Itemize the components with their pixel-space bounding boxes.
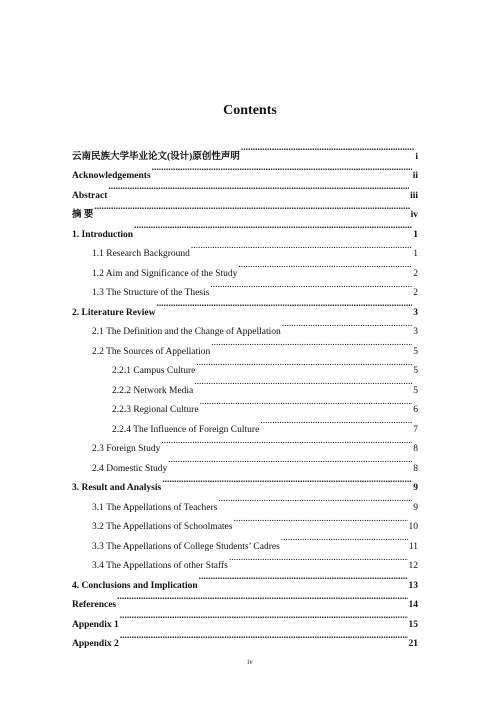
toc-entry-page-number: ii <box>412 171 418 181</box>
toc-entry-label: 1. Introduction <box>72 229 134 240</box>
toc-entry-label: 1.3 The Structure of the Thesis <box>92 288 210 298</box>
toc-entry-label: Appendix 1 <box>72 619 119 630</box>
dot-leader <box>194 373 412 393</box>
page-title: Contents <box>223 103 277 118</box>
toc-entry-label: 1.2 Aim and Significance of the Study <box>92 268 238 279</box>
dot-leader <box>161 432 412 452</box>
dot-leader <box>281 529 408 549</box>
toc-entry-label: 摘 要 <box>72 210 94 220</box>
dot-leader <box>238 256 412 276</box>
dot-leader <box>168 451 412 471</box>
toc-entry-label: 云南民族大学毕业论文(设计)原创性声明 <box>72 151 240 162</box>
toc-entry-label: Appendix 2 <box>72 639 119 649</box>
dot-leader <box>108 178 409 198</box>
toc-entry-label: 2.2.3 Regional Culture <box>112 405 199 415</box>
page-number: iv <box>247 658 253 666</box>
table-of-contents <box>72 139 418 649</box>
toc-entry-label: 2.2.4 The Influence of Foreign Culture <box>112 424 260 435</box>
toc-entry-label: 3.1 The Appellations of Teachers <box>92 502 218 513</box>
toc-entry-label: References <box>72 600 117 610</box>
dot-leader <box>218 490 412 510</box>
toc-entry-page-number: 8 <box>413 463 418 474</box>
dot-leader <box>134 217 412 237</box>
dot-leader <box>120 607 408 627</box>
dot-leader <box>260 412 412 432</box>
dot-leader <box>199 568 408 588</box>
dot-leader <box>152 159 412 179</box>
toc-entry-label: 2.4 Domestic Study <box>92 463 168 474</box>
toc-entry-label: 2.2 The Sources of Appellation <box>92 346 211 357</box>
toc-entry[interactable] <box>72 588 418 608</box>
toc-entry-page-number: 8 <box>413 444 418 454</box>
toc-entry-page-number: iv <box>410 210 418 220</box>
toc-entry-page-number: 2 <box>413 268 418 279</box>
toc-entry[interactable] <box>72 139 418 162</box>
dot-leader <box>162 471 412 491</box>
toc-entry-page-number: 21 <box>408 639 418 649</box>
toc-entry-label: 3.2 The Appellations of Schoolmates <box>92 522 233 532</box>
toc-entry-label: 2.2.1 Campus Culture <box>112 366 196 376</box>
toc-entry-label: 3.4 The Appellations of other Staffs <box>92 561 228 571</box>
toc-entry[interactable] <box>72 607 418 630</box>
dot-leader <box>229 549 408 569</box>
toc-entry-page-number: 5 <box>413 385 418 396</box>
toc-entry-page-number: i <box>415 151 418 162</box>
dot-leader <box>156 295 412 315</box>
dot-leader <box>233 510 407 530</box>
dot-leader <box>241 139 415 159</box>
dot-leader <box>211 334 412 354</box>
toc-entry[interactable] <box>72 198 418 218</box>
toc-entry-page-number: 9 <box>413 483 418 493</box>
toc-entry-page-number: 15 <box>408 619 418 630</box>
toc-entry-page-number: 1 <box>413 249 418 259</box>
toc-entry-page-number: 1 <box>413 229 418 240</box>
toc-entry-page-number: 3 <box>413 307 418 318</box>
toc-entry-label: 1.1 Research Background <box>92 249 190 259</box>
dot-leader <box>210 276 412 296</box>
toc-entry-page-number: 3 <box>413 327 418 337</box>
toc-entry-page-number: 6 <box>413 405 418 415</box>
dot-leader <box>196 354 412 374</box>
toc-entry-label: 4. Conclusions and Implication <box>72 580 198 591</box>
dot-leader <box>117 588 407 608</box>
toc-entry-page-number: 12 <box>408 561 418 571</box>
toc-entry-page-number: 10 <box>408 522 418 532</box>
toc-entry-page-number: 5 <box>413 346 418 357</box>
toc-entry-page-number: 11 <box>408 541 418 552</box>
toc-entry-page-number: 5 <box>413 366 418 376</box>
toc-entry[interactable] <box>72 178 418 201</box>
toc-entry-label: 2. Literature Review <box>72 307 156 318</box>
toc-entry-label: 3. Result and Analysis <box>72 483 162 493</box>
toc-entry[interactable] <box>72 217 418 240</box>
dot-leader <box>200 393 413 413</box>
toc-entry-page-number: 7 <box>413 424 418 435</box>
dot-leader <box>94 198 409 218</box>
toc-entry-label: Acknowledgements <box>72 171 151 181</box>
toc-entry-label: 2.2.2 Network Media <box>112 385 194 396</box>
dot-leader <box>120 627 408 647</box>
toc-entry-label: 2.3 Foreign Study <box>92 444 161 454</box>
toc-entry-page-number: iii <box>410 190 418 201</box>
toc-entry[interactable] <box>72 627 418 647</box>
toc-entry-label: 3.3 The Appellations of College Students’ Cadres <box>92 541 280 552</box>
toc-entry-page-number: 13 <box>408 580 418 591</box>
toc-entry-page-number: 2 <box>413 288 418 298</box>
dot-leader <box>282 315 413 335</box>
dot-leader <box>191 237 412 257</box>
toc-entry-page-number: 14 <box>408 600 418 610</box>
toc-entry-label: 2.1 The Definition and the Change of Appellation <box>92 327 281 337</box>
toc-entry-label: Abstract <box>72 190 108 201</box>
toc-entry-page-number: 9 <box>413 502 418 513</box>
